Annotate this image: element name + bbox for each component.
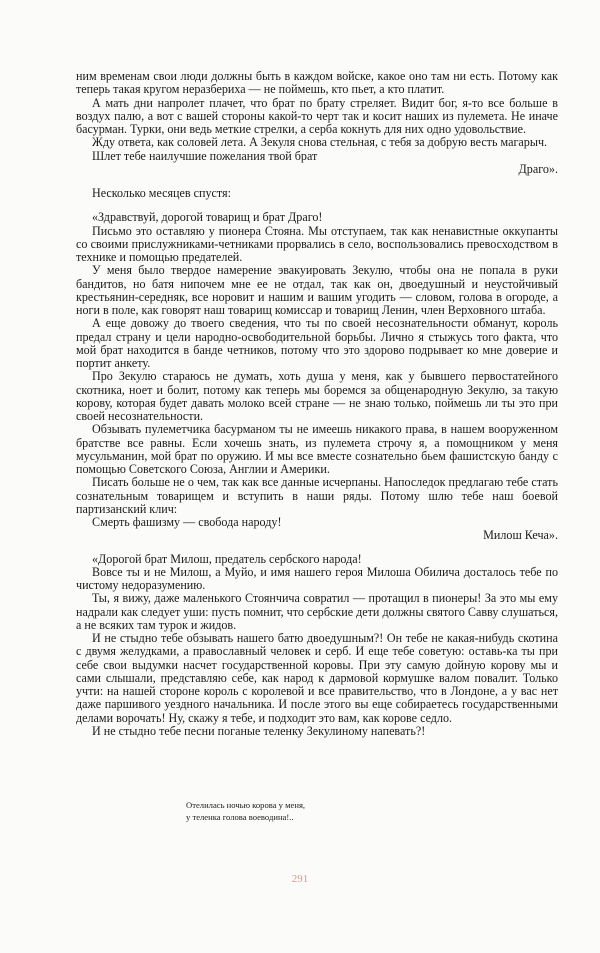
body-text (76, 70, 558, 738)
letter-greeting: «Дорогой брат Милош, предатель сербского народа! (92, 551, 362, 566)
letter-greeting: «Здравствуй, дорогой товарищ и брат Драго! (92, 210, 323, 225)
verse-quote (186, 799, 486, 823)
paragraph: Смерть фашизму — свобода народу! (92, 515, 282, 529)
paragraph: Писать больше не о чем, так как все данные исчерпаны. Напоследок предлагаю тебе стать сознательным товарищем и вступить в наши ряды. Потому шлю тебе наш боевой партизанский клич: (76, 475, 558, 516)
verse-line: Отелилась ночью корова у меня, (186, 800, 306, 810)
paragraph: Ты, я вижу, даже маленького Стоянчича совратил — протащил в пионеры! За это мы ему надрали как следует уши: пусть помнит, что сербские дети должны святого Савву слушаться, а не всяких там турок и жидов. (76, 591, 558, 632)
paragraph: Письмо это оставляю у пионера Стояна. Мы отступаем, так как ненавистные оккупанты со своими прислужниками-четниками прорвались в село, воспользовались превосходством в технике и помощью предателей. (76, 223, 558, 264)
page-number: 291 (291, 873, 309, 885)
paragraph: Про Зекулю стараюсь не думать, хоть душа у меня, как у бывшего первостатейного скотника, ноет и болит, потому как теперь мы боремся за общенародную Зекулю, за такую корову, которая будет давать молоко всей стране — не знаю только, поймешь ли ты это при своей несознательности. (76, 369, 558, 423)
signature: Драго». (518, 161, 558, 176)
paragraph: Вовсе ты и не Милош, а Муйо, и имя нашего героя Милоша Обилича досталось тебе по чистому недоразумению. (76, 564, 558, 592)
paragraph: Шлет тебе наилучшие пожелания твой брат (92, 148, 318, 163)
signature: Милош Кеча». (483, 528, 558, 543)
paragraph: Обзывать пулеметчика басурманом ты не имеешь никакого права, в нашем вооруженном братстве все равны. Если хочешь знать, из пулемета строчу я, а помощником у меня мусульманин, мой брат по оружию. И мы все вместе сознательно бьем фашистскую банду с помощью Советского Союза, Англии и Америки. (76, 422, 558, 476)
paragraph: И не стыдно тебе песни поганые теленку Зекулиному напевать?! (92, 723, 426, 738)
paragraph: У меня было твердое намерение эвакуировать Зекулю, чтобы она не попала в руки бандитов, но батя нипочем мне ее не отдал, так как он, двоедушный и неустойчивый крестьянин-середняк, все норовит и нашим и вашим угодить — словом, голова в огороде, а ноги в поле, как говорят наш товарищ комиссар и товарищ Ленин, член Верховного штаба. (76, 263, 558, 317)
paragraph: Несколько месяцев спустя: (92, 186, 231, 200)
paragraph: ним временам свои люди должны быть в каждом войске, какое оно там ни есть. Потому как теперь такая кругом неразбериха — не поймешь, кто пьет, а кто платит. (76, 69, 558, 97)
paragraph: И не стыдно тебе обзывать нашего батю двоедушным?! Он тебе не какая-нибудь скотина с двумя желудками, а православный человек и серб. И еще тебе советую: оставь-ка ты при себе свои выдумки насчет государственной коровы. При эту самую дойную корову мы и сами слышали, представляю себе, как народ к дармовой кормушке валом повалит. Только учти: на нашей стороне король с королевой и все правительство, что в Лондоне, а у вас нет даже паршивого уездного начальника. И после этого вы еще собираетесь государственными делами ворочать! Ну, скажу я тебе, и подходит это вам, как корове седло. (76, 631, 558, 725)
paragraph: А еще довожу до твоего сведения, что ты по своей несознательности обманут, король предал страну и цели народно-освободительной борьбы. Лично я стыжусь того факта, что мой брат находится в банде четников, потому что это здорово подрывает ко мне доверие и портит анкету. (76, 316, 558, 370)
verse-line: у теленка голова воеводина!.. (186, 812, 294, 822)
paragraph: А мать дни напролет плачет, что брат по брату стреляет. Видит бог, я-то все больше в воздух палю, а вот с вашей стороны какой-то черт так и косит наших из пулемета. Не иначе басурман. Турки, они ведь меткие стрелки, а серба кокнуть для них одно удовольствие. (76, 95, 558, 136)
paragraph: Жду ответа, как соловей лета. А Зекуля снова стельная, с тебя за добрую весть магарыч. (92, 135, 548, 150)
